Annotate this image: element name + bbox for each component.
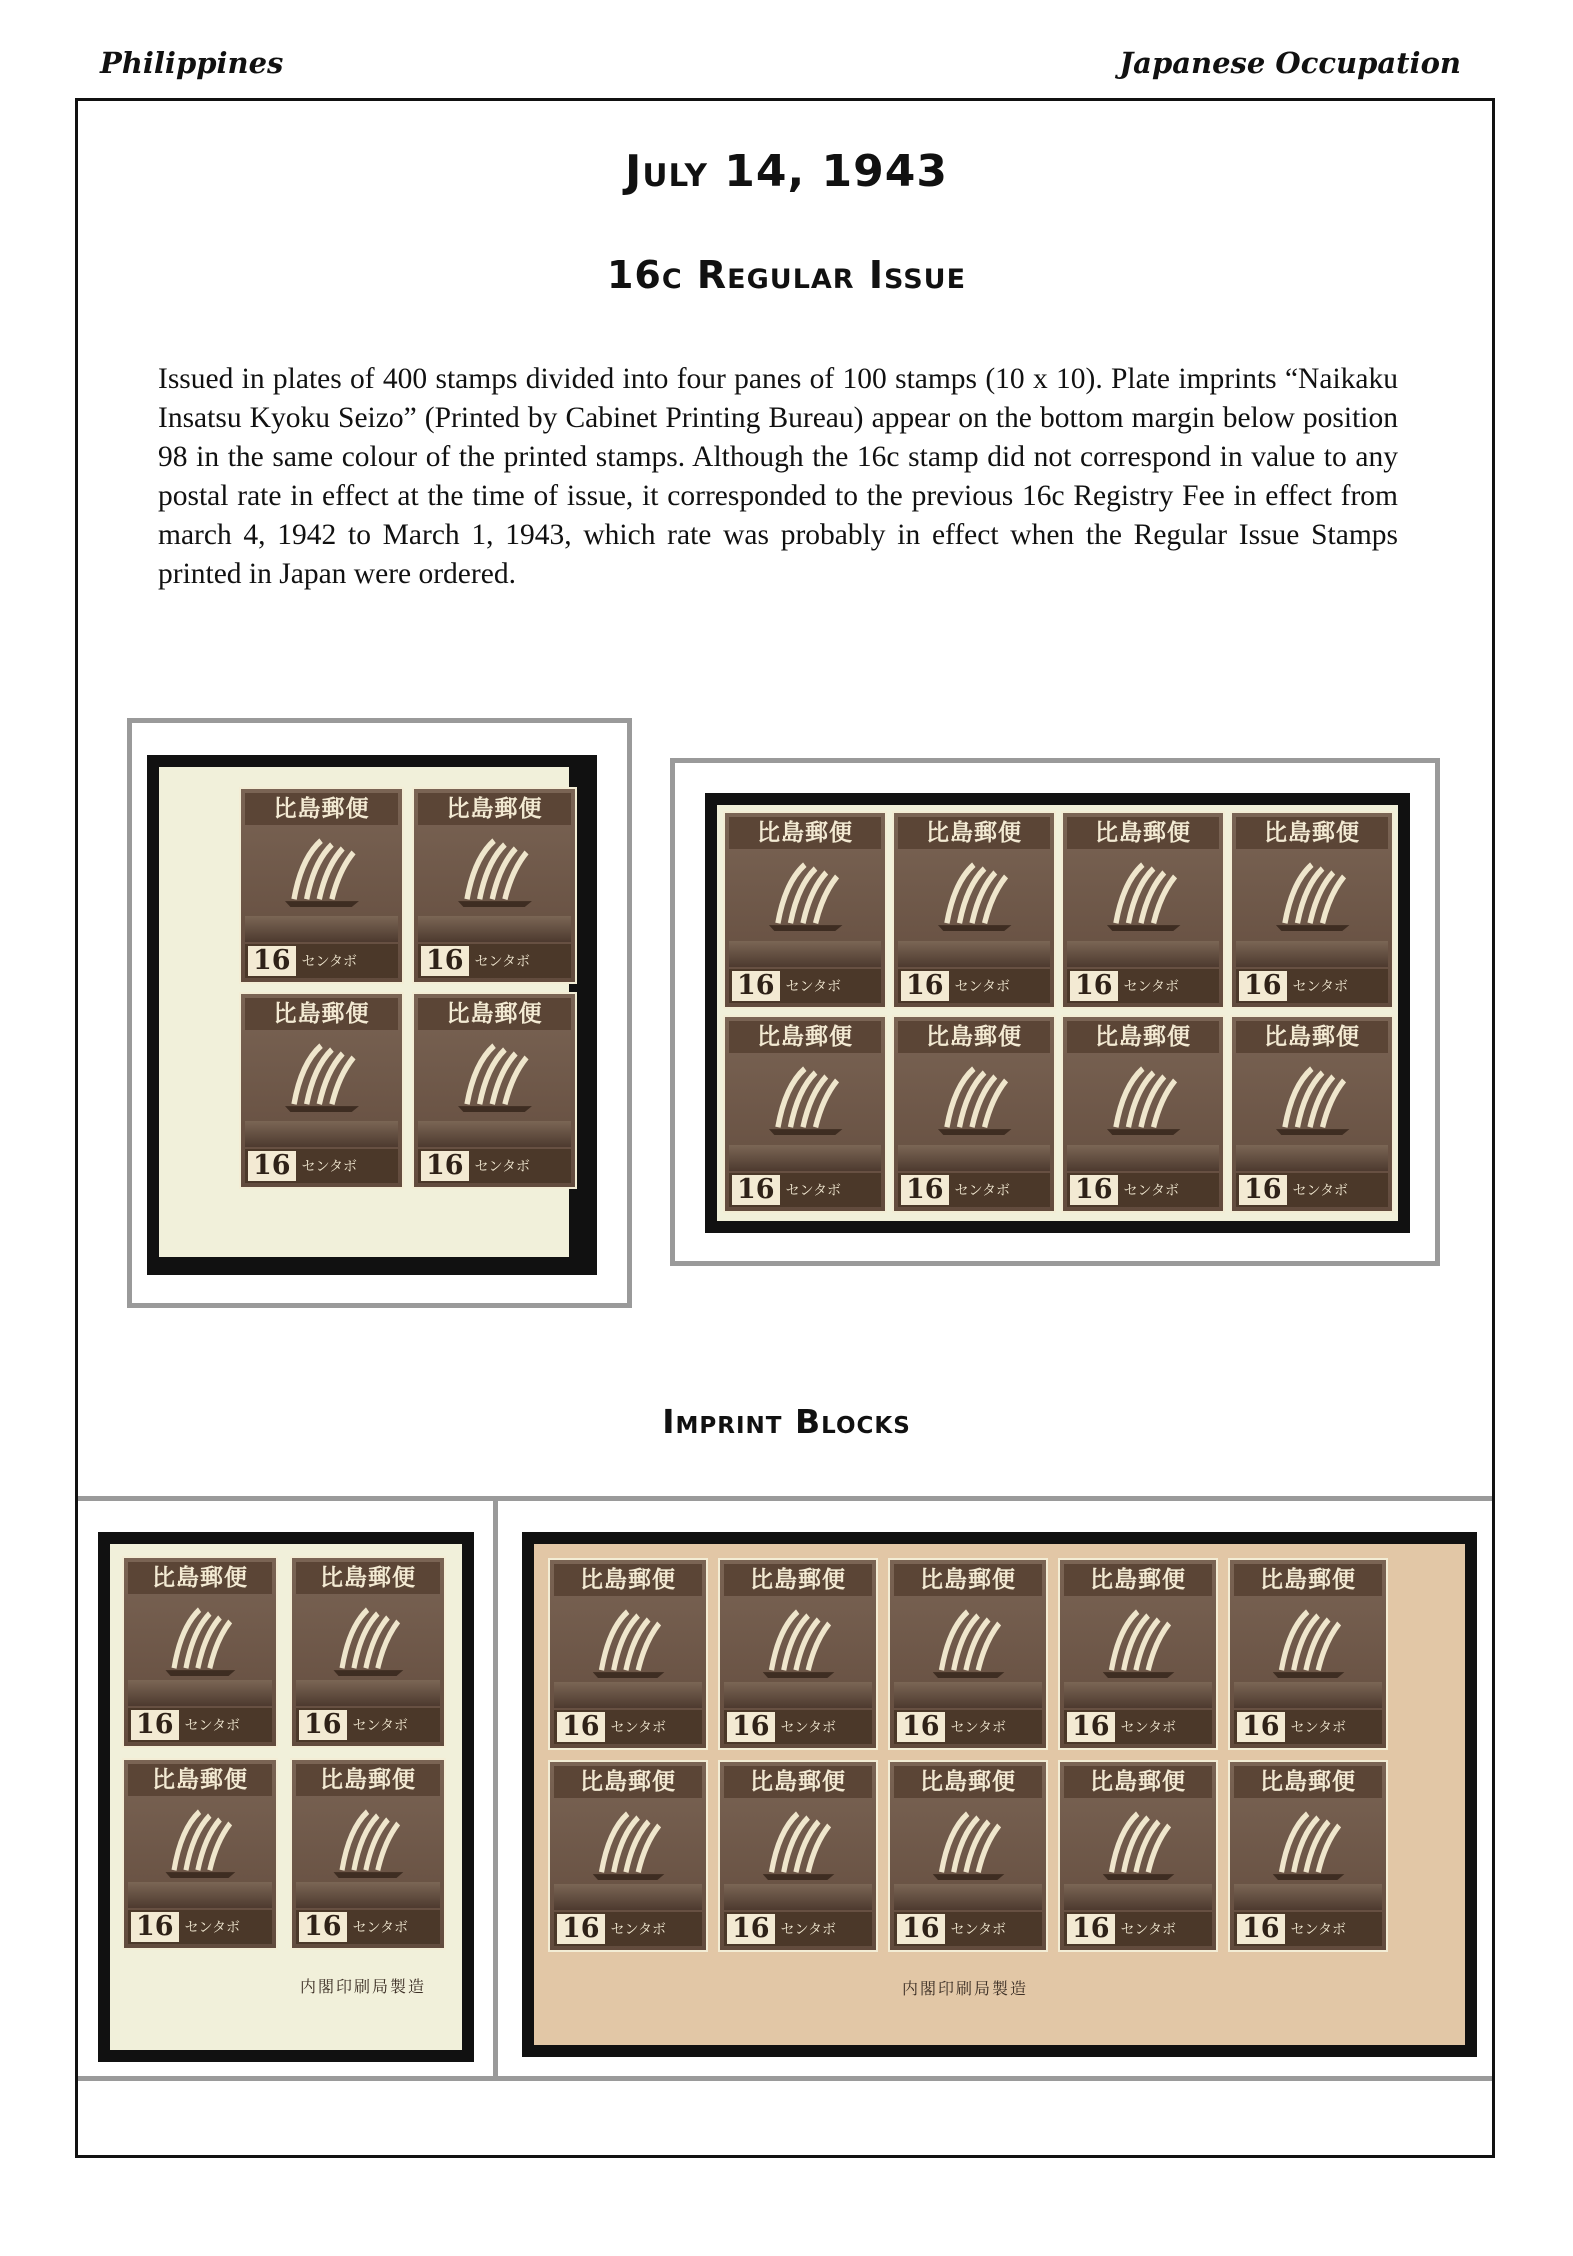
- sailboat-icon: [1094, 1600, 1181, 1678]
- issue-description: Issued in plates of 400 stamps divided into four panes of 100 stamps (10 x 10). Plate imprints “Naikaku Insatsu Kyoku Seizo” (Printed by Cabinet Printing Bureau) appear on the bottom margin below position 98 in the same colour of the printed stamps. Although the 16c stamp did not correspond in value to any postal rate in effect at the time of issue, it corresponded to the previous 16c Registry Fee in effect from march 4, 1942 to March 1, 1943, which rate was probably in effect when the Regular Issue Stamps printed in Japan were ordered.: [158, 363, 1398, 590]
- section-divider: [493, 1496, 498, 2081]
- stamp-value-bar: [729, 969, 881, 1003]
- stamp-value: 16: [299, 1710, 347, 1740]
- sailboat-icon: [924, 1802, 1011, 1880]
- block-of-eight-black-mount: [705, 793, 1410, 1233]
- sailboat-icon: [1264, 1802, 1351, 1880]
- stamp-country-text: 比島郵便: [729, 1021, 881, 1053]
- stamp-value-bar: [245, 1149, 398, 1183]
- sailboat-icon: [1267, 1057, 1357, 1135]
- stamp-value-bar: [898, 969, 1050, 1003]
- stamp-value-bar: [554, 1710, 702, 1744]
- stamp-country-text: 比島郵便: [296, 1764, 440, 1796]
- stamp-sea: [554, 1884, 702, 1910]
- sailboat-icon: [754, 1802, 841, 1880]
- stamp-value-bar: [724, 1710, 872, 1744]
- stamp-value: 16: [1239, 1175, 1287, 1205]
- stamp-value: 16: [421, 946, 469, 976]
- stamp-sea: [1234, 1884, 1382, 1910]
- sailboat-icon: [1267, 853, 1357, 931]
- stamp-sea: [1234, 1682, 1382, 1708]
- stamp-sea: [1067, 941, 1219, 967]
- stamp: [723, 811, 887, 1009]
- stamp-unit: センタボ: [950, 1720, 1007, 1736]
- imprint-block-small-mount: [98, 1532, 474, 2062]
- stamp-unit: センタボ: [780, 1922, 837, 1938]
- stamp: [1058, 1760, 1218, 1952]
- stamp-value: 16: [732, 971, 780, 1001]
- stamp-sea: [894, 1682, 1042, 1708]
- stamp-value: 16: [727, 1914, 775, 1944]
- sailboat-icon: [1264, 1600, 1351, 1678]
- stamp-country-text: 比島郵便: [245, 793, 398, 825]
- stamp-value: 16: [901, 1175, 949, 1205]
- stamp-country-text: 比島郵便: [898, 1021, 1050, 1053]
- stamp-value-bar: [1064, 1912, 1212, 1946]
- stamp-value: 16: [897, 1712, 945, 1742]
- stamp-country-text: 比島郵便: [1236, 1021, 1388, 1053]
- stamp-unit: センタボ: [1120, 1922, 1177, 1938]
- stamp-value-bar: [894, 1912, 1042, 1946]
- stamp-value-bar: [245, 944, 398, 978]
- stamp-sea: [418, 1121, 571, 1147]
- stamp-value-bar: [729, 1173, 881, 1207]
- stamp-unit: センタボ: [1290, 1922, 1347, 1938]
- stamp-value-bar: [724, 1912, 872, 1946]
- stamp-sea: [1064, 1682, 1212, 1708]
- stamp: [1230, 1015, 1394, 1213]
- stamp-unit: センタボ: [352, 1718, 409, 1734]
- stamp-unit: センタボ: [1290, 1720, 1347, 1736]
- stamp-value-bar: [1067, 1173, 1219, 1207]
- sailboat-icon: [449, 829, 539, 907]
- stamp-value-bar: [1236, 1173, 1388, 1207]
- stamp-value: 16: [131, 1912, 179, 1942]
- stamp-value-bar: [296, 1910, 440, 1944]
- block-of-eight-mount: [670, 758, 1440, 1266]
- stamp: [122, 1758, 278, 1950]
- stamp: [888, 1760, 1048, 1952]
- stamp-value-bar: [1064, 1710, 1212, 1744]
- stamp: [1228, 1760, 1388, 1952]
- stamp-value-bar: [1067, 969, 1219, 1003]
- stamp-unit: センタボ: [954, 1183, 1011, 1199]
- sailboat-icon: [1098, 1057, 1188, 1135]
- stamp-value-bar: [554, 1912, 702, 1946]
- stamp-value: 16: [1070, 1175, 1118, 1205]
- stamp-sea: [1064, 1884, 1212, 1910]
- stamp-unit: センタボ: [785, 1183, 842, 1199]
- imprint-block-small-paper: [110, 1544, 462, 2050]
- stamp-sea: [296, 1680, 440, 1706]
- sailboat-icon: [449, 1034, 539, 1112]
- issue-date-title: July 14, 1943: [625, 146, 948, 197]
- plate-imprint: 内閣印刷局製造: [902, 1979, 1029, 1998]
- stamp: [1061, 811, 1225, 1009]
- stamp: [412, 992, 577, 1189]
- stamp-sea: [1067, 1145, 1219, 1171]
- stamp-country-text: 比島郵便: [1064, 1564, 1212, 1596]
- corner-block-black-mount: [147, 755, 597, 1275]
- header-country: Philippines: [100, 46, 284, 80]
- stamp: [718, 1760, 878, 1952]
- stamp-sea: [894, 1884, 1042, 1910]
- stamp-unit: センタボ: [1123, 1183, 1180, 1199]
- sailboat-icon: [760, 1057, 850, 1135]
- stamp-sea: [1236, 941, 1388, 967]
- sailboat-icon: [276, 1034, 366, 1112]
- stamp: [1230, 811, 1394, 1009]
- stamp-value: 16: [248, 1151, 296, 1181]
- stamp: [239, 787, 404, 984]
- stamp-country-text: 比島郵便: [1236, 817, 1388, 849]
- stamp-unit: センタボ: [474, 1159, 531, 1175]
- stamp-country-text: 比島郵便: [128, 1562, 272, 1594]
- corner-block-paper: [159, 767, 569, 1257]
- stamp-unit: センタボ: [954, 979, 1011, 995]
- stamp-value: 16: [299, 1912, 347, 1942]
- stamp-unit: センタボ: [352, 1920, 409, 1936]
- stamp-country-text: 比島郵便: [554, 1564, 702, 1596]
- stamp-unit: センタボ: [301, 954, 358, 970]
- block-of-eight-stamps: [723, 811, 1394, 1213]
- stamp-value: 16: [901, 971, 949, 1001]
- stamp: [1061, 1015, 1225, 1213]
- sailboat-icon: [584, 1802, 671, 1880]
- stamp-sea: [554, 1682, 702, 1708]
- stamp: [548, 1558, 708, 1750]
- stamp-sea: [898, 941, 1050, 967]
- stamp-unit: センタボ: [780, 1720, 837, 1736]
- stamp-value: 16: [1237, 1914, 1285, 1944]
- stamp-value-bar: [296, 1708, 440, 1742]
- sailboat-icon: [1094, 1802, 1181, 1880]
- stamp: [1228, 1558, 1388, 1750]
- stamp-country-text: 比島郵便: [128, 1764, 272, 1796]
- stamp-unit: センタボ: [610, 1720, 667, 1736]
- stamp-sea: [724, 1884, 872, 1910]
- stamp-country-text: 比島郵便: [1064, 1766, 1212, 1798]
- stamp: [888, 1558, 1048, 1750]
- stamp-unit: センタボ: [184, 1718, 241, 1734]
- stamp-value: 16: [1067, 1712, 1115, 1742]
- stamp: [290, 1556, 446, 1748]
- sailboat-icon: [325, 1800, 410, 1878]
- stamp-country-text: 比島郵便: [724, 1564, 872, 1596]
- stamp: [412, 787, 577, 984]
- stamp-country-text: 比島郵便: [724, 1766, 872, 1798]
- stamp-country-text: 比島郵便: [245, 998, 398, 1030]
- block-of-eight-paper: [717, 805, 1398, 1221]
- stamp: [122, 1556, 278, 1748]
- sailboat-icon: [325, 1598, 410, 1676]
- stamp-country-text: 比島郵便: [296, 1562, 440, 1594]
- stamp-value: 16: [421, 1151, 469, 1181]
- section-rule-bottom: [78, 2076, 1492, 2081]
- stamp-unit: センタボ: [1123, 979, 1180, 995]
- stamp-value-bar: [128, 1910, 272, 1944]
- stamp-sea: [296, 1882, 440, 1908]
- stamp-value: 16: [727, 1712, 775, 1742]
- stamp-value: 16: [897, 1914, 945, 1944]
- stamp-sea: [418, 916, 571, 942]
- sailboat-icon: [754, 1600, 841, 1678]
- stamp-value: 16: [248, 946, 296, 976]
- stamp-value-bar: [128, 1708, 272, 1742]
- stamp-value-bar: [1236, 969, 1388, 1003]
- imprint-block-large-paper: [534, 1544, 1465, 2045]
- stamp-value: 16: [131, 1710, 179, 1740]
- stamp-country-text: 比島郵便: [418, 793, 571, 825]
- header-topic: Japanese Occupation: [1119, 46, 1461, 80]
- stamp-value: 16: [1239, 971, 1287, 1001]
- stamp-unit: センタボ: [950, 1922, 1007, 1938]
- stamp: [723, 1015, 887, 1213]
- stamp-country-text: 比島郵便: [1067, 1021, 1219, 1053]
- sailboat-icon: [929, 853, 1019, 931]
- stamp-sea: [128, 1882, 272, 1908]
- stamp-sea: [128, 1680, 272, 1706]
- imprint-block-small-stamps: [122, 1556, 446, 1950]
- stamp: [290, 1758, 446, 1950]
- sailboat-icon: [157, 1598, 242, 1676]
- imprint-blocks-title: Imprint Blocks: [662, 1402, 911, 1441]
- stamp-value: 16: [1067, 1914, 1115, 1944]
- stamp-unit: センタボ: [1292, 979, 1349, 995]
- stamp-sea: [729, 941, 881, 967]
- stamp-sea: [724, 1682, 872, 1708]
- stamp-value-bar: [898, 1173, 1050, 1207]
- stamp-unit: センタボ: [184, 1920, 241, 1936]
- stamp-value-bar: [894, 1710, 1042, 1744]
- corner-block-stamps: [239, 787, 577, 1189]
- stamp: [548, 1760, 708, 1952]
- stamp-sea: [729, 1145, 881, 1171]
- sailboat-icon: [1098, 853, 1188, 931]
- stamp-unit: センタボ: [1120, 1720, 1177, 1736]
- stamp-value-bar: [1234, 1912, 1382, 1946]
- stamp-unit: センタボ: [610, 1922, 667, 1938]
- stamp-country-text: 比島郵便: [554, 1766, 702, 1798]
- stamp: [718, 1558, 878, 1750]
- stamp-unit: センタボ: [785, 979, 842, 995]
- stamp-country-text: 比島郵便: [894, 1766, 1042, 1798]
- sailboat-icon: [760, 853, 850, 931]
- stamp-country-text: 比島郵便: [894, 1564, 1042, 1596]
- stamp-value-bar: [418, 1149, 571, 1183]
- plate-imprint: 内閣印刷局製造: [300, 1977, 427, 1996]
- sailboat-icon: [929, 1057, 1019, 1135]
- stamp-sea: [245, 1121, 398, 1147]
- stamp: [1058, 1558, 1218, 1750]
- stamp-value: 16: [1237, 1712, 1285, 1742]
- stamp-country-text: 比島郵便: [1234, 1766, 1382, 1798]
- stamp-unit: センタボ: [301, 1159, 358, 1175]
- stamp: [892, 1015, 1056, 1213]
- sailboat-icon: [924, 1600, 1011, 1678]
- imprint-block-large-mount: [522, 1532, 1477, 2057]
- stamp-country-text: 比島郵便: [729, 817, 881, 849]
- stamp-value-bar: [1234, 1710, 1382, 1744]
- corner-block-mount: [127, 718, 632, 1308]
- stamp: [239, 992, 404, 1189]
- stamp-value: 16: [1070, 971, 1118, 1001]
- section-rule-top: [78, 1496, 1492, 1501]
- stamp-value: 16: [732, 1175, 780, 1205]
- stamp-country-text: 比島郵便: [418, 998, 571, 1030]
- stamp-unit: センタボ: [474, 954, 531, 970]
- issue-name-title: 16c Regular Issue: [606, 253, 967, 297]
- stamp-value-bar: [418, 944, 571, 978]
- sailboat-icon: [276, 829, 366, 907]
- stamp-country-text: 比島郵便: [1067, 817, 1219, 849]
- stamp-unit: センタボ: [1292, 1183, 1349, 1199]
- stamp: [892, 811, 1056, 1009]
- stamp-value: 16: [557, 1914, 605, 1944]
- stamp-country-text: 比島郵便: [898, 817, 1050, 849]
- stamp-sea: [1236, 1145, 1388, 1171]
- stamp-sea: [898, 1145, 1050, 1171]
- stamp-country-text: 比島郵便: [1234, 1564, 1382, 1596]
- sailboat-icon: [157, 1800, 242, 1878]
- sailboat-icon: [584, 1600, 671, 1678]
- stamp-sea: [245, 916, 398, 942]
- imprint-block-large-stamps: [548, 1558, 1388, 1952]
- stamp-value: 16: [557, 1712, 605, 1742]
